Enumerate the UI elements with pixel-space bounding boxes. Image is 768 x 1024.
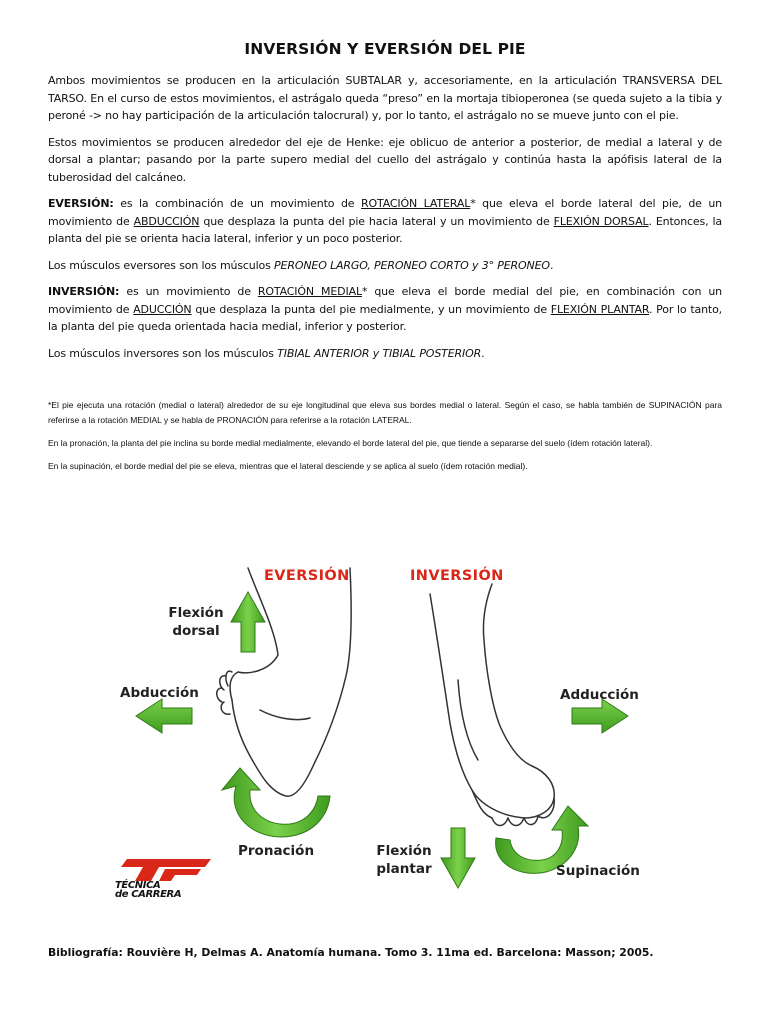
inversion-text-1: es un movimiento de [119, 285, 258, 298]
flexion-dorsal-arrow [231, 592, 265, 652]
abduccion-arrow [136, 699, 192, 733]
eversion-abduction: ABDUCCIÓN [133, 214, 200, 228]
everters-text: Los músculos eversores son los músculos [48, 258, 275, 272]
inversion-term: INVERSIÓN: [48, 285, 120, 298]
footnote-rotation: *El pie ejecuta una rotación (medial o lateral) alrededor de su eje longitudinal que eleva sus bordes medial o lateral. Según el caso, se habla también de SUPINACIÓN para referirse a la rotación MEDIAL y se habla de PRONACIÓN para referirse a la rotación LATERAL. [48, 400, 722, 425]
inversion-text-4: . Por lo tanto, la planta del pie queda orientada hacia medial, inferior y posterior. [48, 302, 722, 333]
paragraph-everter-muscles [48, 257, 722, 275]
inversion-text-2: * que eleva el borde medial del pie, en combinación con un movimiento de [48, 285, 722, 316]
inversion-foot [430, 584, 554, 826]
paragraph-inverter-muscles [48, 345, 722, 363]
eversion-text-1: es la combinación de un movimiento de [113, 197, 361, 210]
inversion-flexion: FLEXIÓN PLANTAR [550, 302, 649, 316]
everter-muscles: PERONEO LARGO, PERONEO CORTO y 3° PERONEO [274, 258, 550, 272]
flexion-plantar-label [372, 842, 436, 878]
footnotes [48, 398, 722, 474]
adduccion-arrow [572, 699, 628, 733]
abduccion-label: Abducción [120, 685, 199, 701]
inverter-muscles: TIBIAL ANTERIOR y TIBIAL POSTERIOR [277, 346, 482, 360]
eversion-text-3: que desplaza la punta del pie hacia lateral y un movimiento de [199, 214, 554, 228]
everters-end: . [549, 258, 554, 272]
foot-movement-figure [100, 560, 660, 900]
footnote-supination: En la supinación, el borde medial del pie se eleva, mientras que el lateral desciende y se aplica al suelo (ídem rotación medial). [48, 461, 528, 471]
flexion-plantar-line1: Flexión [376, 843, 432, 859]
logo-mark [115, 855, 215, 883]
inversion-adduction: ADUCCIÓN [133, 302, 192, 316]
logo-line1: TÉCNICA [115, 880, 161, 891]
bibliography: Bibliografía: Rouvière H, Delmas A. Anatomía humana. Tomo 3. 11ma ed. Barcelona: Masson; 2005. [48, 946, 654, 959]
inverters-text: Los músculos inversores son los músculos [48, 346, 278, 360]
paragraph-eversion [48, 195, 722, 248]
inversion-rotation: ROTACIÓN MEDIAL [257, 285, 362, 298]
eversion-flexion: FLEXIÓN DORSAL [553, 214, 649, 228]
flexion-dorsal-line1: Flexión [168, 605, 224, 621]
flexion-plantar-arrow [441, 828, 475, 888]
flexion-dorsal-line2: dorsal [172, 623, 220, 639]
flexion-plantar-line2: plantar [376, 861, 432, 877]
pronacion-label: Pronación [238, 843, 315, 859]
eversion-text-4: . Entonces, la planta del pie se orienta hacia lateral, inferior y un poco posterior. [48, 214, 722, 245]
paragraph-inversion [48, 283, 722, 336]
logo-line2: de CARRERA [115, 889, 182, 900]
eversion-foot [217, 568, 351, 796]
eversion-text-2: * que eleva el borde lateral del pie, de un movimiento de [48, 197, 722, 228]
supinacion-label: Supinación [556, 863, 640, 879]
inverters-end: . [481, 346, 485, 360]
logo-text [115, 881, 205, 899]
tecnica-de-carrera-logo [115, 855, 215, 905]
document-page [48, 40, 722, 482]
page-title: INVERSIÓN Y EVERSIÓN DEL PIE [244, 40, 526, 58]
eversion-rotation: ROTACIÓN LATERAL [360, 197, 471, 210]
footnote-pronation: En la pronación, la planta del pie inclina su borde medial medialmente, elevando el borde lateral del pie, que tiende a separarse del suelo (ídem rotación lateral). [48, 438, 653, 448]
paragraph-henke-axis: Estos movimientos se producen alrededor del eje de Henke: eje oblicuo de anterior a posterior, de medial a lateral y de dorsal a plantar; pasando por la parte supero medial del cuello del astrágalo y continúa hasta la apófisis lateral de la tuberosidad del calcáneo. [48, 135, 722, 184]
adduccion-label: Adducción [560, 687, 639, 703]
eversion-figure-title: EVERSIÓN [264, 568, 350, 584]
pronacion-arrow [222, 768, 330, 837]
paragraph-articulation: Ambos movimientos se producen en la articulación SUBTALAR y, accesoriamente, en la articulación TRANSVERSA DEL TARSO. En el curso de estos movimientos, el astrágalo queda “preso” en la mortaja tibioperonea (se queda sujeto a la tibia y peroné -> no hay participación de la articulación talocrural) y, por lo tanto, el astrágalo no se mueve junto con el pie. [48, 74, 722, 122]
inversion-figure-title: INVERSIÓN [410, 568, 504, 584]
inversion-text-3: que desplaza la punta del pie medialmente, y un movimiento de [191, 302, 551, 316]
flexion-dorsal-label [166, 604, 226, 640]
eversion-term: EVERSIÓN: [48, 197, 114, 210]
